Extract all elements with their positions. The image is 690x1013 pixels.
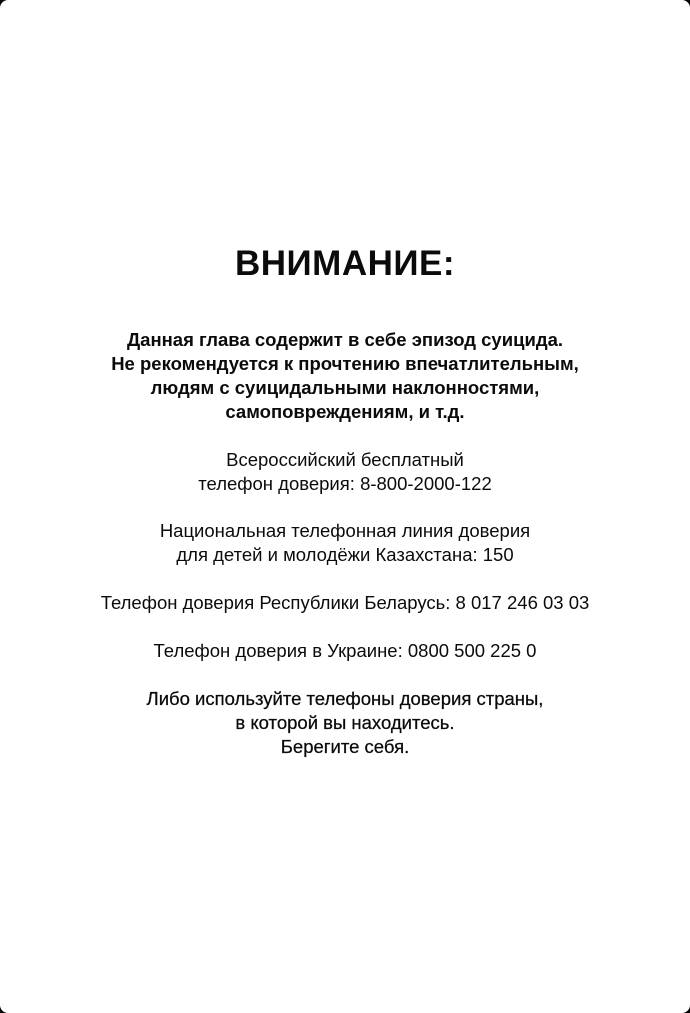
closing-line: Берегите себя. bbox=[280, 736, 410, 757]
hotline-line: Всероссийский бесплатный bbox=[226, 449, 464, 470]
warning-line: людям с суицидальными наклонностями, bbox=[150, 377, 540, 398]
hotline-line: для детей и молодёжи Казахстана: 150 bbox=[176, 544, 514, 565]
page-title: ВНИМАНИЕ: bbox=[234, 244, 456, 283]
hotline-line: Телефон доверия Республики Беларусь: 8 017 246 03 03 bbox=[100, 592, 590, 613]
warning-line: Не рекомендуется к прочтению впечатлительным, bbox=[111, 353, 579, 374]
hotline-kazakhstan bbox=[0, 519, 690, 567]
warning-line: самоповреждениям, и т.д. bbox=[225, 401, 465, 422]
hotline-line: Телефон доверия в Украине: 0800 500 225 0 bbox=[153, 640, 537, 661]
hotline-line: Национальная телефонная линия доверия bbox=[159, 520, 531, 541]
hotline-belarus bbox=[0, 591, 690, 615]
closing-line: в которой вы находитесь. bbox=[235, 712, 455, 733]
content-warning bbox=[0, 328, 690, 424]
hotline-russia bbox=[0, 448, 690, 496]
closing-message bbox=[0, 687, 690, 759]
hotline-ukraine bbox=[0, 639, 690, 663]
notice-content bbox=[0, 244, 690, 759]
closing-line: Либо используйте телефоны доверия страны, bbox=[146, 688, 544, 709]
hotline-line: телефон доверия: 8-800-2000-122 bbox=[198, 473, 492, 494]
warning-line: Данная глава содержит в себе эпизод суицида. bbox=[126, 329, 563, 350]
